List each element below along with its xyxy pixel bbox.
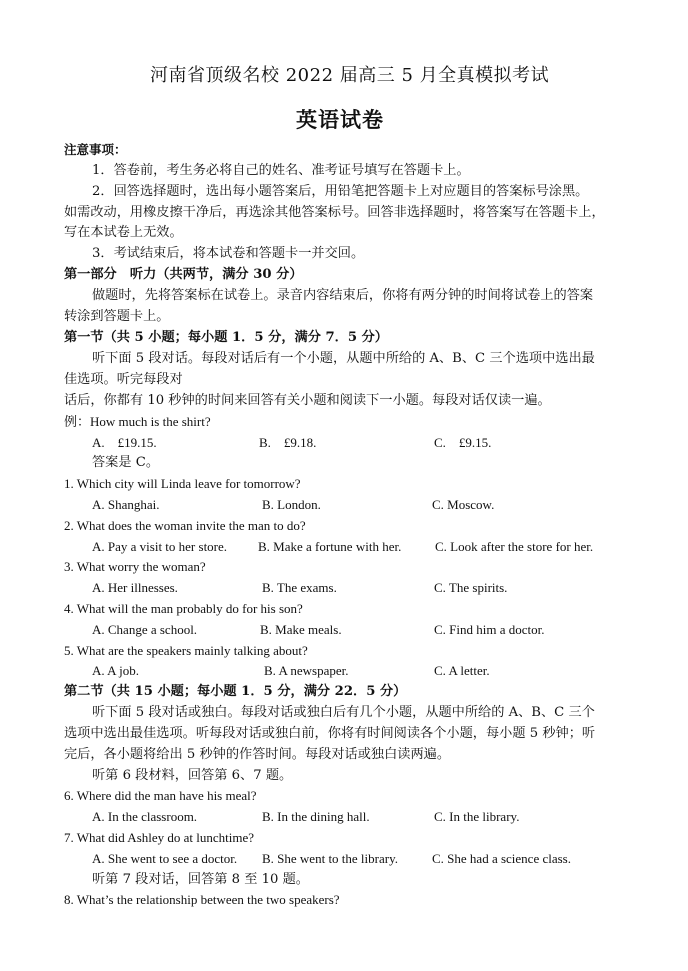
section1-intro-a: 听下面 5 段对话。每段对话后有一个小题，从题中所给的 A、B、C 三个选项中选出最 — [92, 351, 595, 366]
listen-7-instruction: 听第 7 段对话，回答第 8 至 10 题。 — [92, 872, 309, 887]
q5-option-a: A. A job. — [92, 663, 139, 678]
question-4: 4. What will the man probably do for his son? — [64, 601, 303, 616]
note-3: 3．考试结束后，将本试卷和答题卡一并交回。 — [92, 246, 365, 261]
section1-heading: 第一节（共 5 小题；每小题 1．5 分，满分 7．5 分） — [64, 330, 388, 345]
example-option-a: A. £19.15. — [92, 435, 157, 450]
q3-option-b: B. The exams. — [262, 580, 337, 595]
note-2a: 2．回答选择题时，选出每小题答案后，用铅笔把答题卡上对应题目的答案标号涂黑。 — [92, 184, 589, 199]
exam-title: 河南省顶级名校 2022 届高三 5 月全真模拟考试 — [150, 65, 550, 86]
q2-option-c: C. Look after the store for her. — [435, 539, 594, 554]
example-option-b: B. £9.18. — [259, 435, 317, 450]
q6-option-a: A. In the classroom. — [92, 809, 198, 824]
q4-option-b: B. Make meals. — [260, 622, 342, 637]
q3-option-c: C. The spirits. — [434, 580, 508, 595]
q2-option-a: A. Pay a visit to her store. — [92, 539, 228, 554]
part1-intro-b: 转涂到答题卡上。 — [64, 309, 170, 324]
q6-option-c: C. In the library. — [434, 809, 520, 824]
example-answer: 答案是 C。 — [92, 455, 160, 470]
note-2c: 写在本试卷上无效。 — [64, 225, 183, 240]
q7-option-c: C. She had a science class. — [432, 851, 571, 866]
q4-option-c: C. Find him a doctor. — [434, 622, 545, 637]
section1-intro-b: 佳选项。听完每段对 — [64, 372, 183, 387]
section2-intro-c: 完后，各小题将给出 5 秒钟的作答时间。每段对话或独白读两遍。 — [64, 747, 451, 762]
q1-option-c: C. Moscow. — [432, 497, 495, 512]
question-1: 1. Which city will Linda leave for tomorrow? — [64, 476, 301, 491]
question-8: 8. What’s the relationship between the two speakers? — [64, 892, 340, 907]
q4-option-a: A. Change a school. — [92, 622, 198, 637]
q1-option-b: B. London. — [262, 497, 321, 512]
q5-option-c: C. A letter. — [434, 663, 490, 678]
example-option-c: C. £9.15. — [434, 435, 492, 450]
q7-option-a: A. She went to see a doctor. — [92, 851, 238, 866]
question-5: 5. What are the speakers mainly talking about? — [64, 643, 308, 658]
listen-6-instruction: 听第 6 段材料，回答第 6、7 题。 — [92, 768, 293, 783]
section2-intro-a: 听下面 5 段对话或独白。每段对话或独白后有几个小题，从题中所给的 A、B、C 三个 — [92, 705, 595, 720]
question-7: 7. What did Ashley do at lunchtime? — [64, 830, 255, 845]
section2-intro-b: 选项中选出最佳选项。听每段对话或独白前，你将有时间阅读各个小题，每小题 5 秒钟；听 — [64, 726, 596, 741]
q3-option-a: A. Her illnesses. — [92, 580, 178, 595]
q2-option-b: B. Make a fortune with her. — [258, 539, 402, 554]
question-2: 2. What does the woman invite the man to do? — [64, 518, 306, 533]
q7-option-b: B. She went to the library. — [262, 851, 398, 866]
exam-subtitle: 英语试卷 — [296, 107, 384, 132]
question-3: 3. What worry the woman? — [64, 559, 206, 574]
q6-option-b: B. In the dining hall. — [262, 809, 370, 824]
notes-heading: 注意事项： — [64, 142, 127, 157]
section2-heading: 第二节（共 15 小题；每小题 1．5 分，满分 22．5 分） — [64, 684, 407, 699]
note-2b: 如需改动，用橡皮擦干净后，再选涂其他答案标号。回答非选择题时，将答案写在答题卡上， — [64, 205, 605, 220]
part1-intro-a: 做题时，先将答案标在试卷上。录音内容结束后，你将有两分钟的时间将试卷上的答案 — [92, 288, 594, 303]
section1-intro-c: 话后，你都有 10 秒钟的时间来回答有关小题和阅读下一小题。每段对话仅读一遍。 — [64, 393, 551, 408]
q5-option-b: B. A newspaper. — [264, 663, 349, 678]
q1-option-a: A. Shanghai. — [92, 497, 160, 512]
note-1: 1．答卷前，考生务必将自己的姓名、准考证号填写在答题卡上。 — [92, 163, 470, 178]
part1-heading: 第一部分 听力（共两节，满分 30 分） — [64, 267, 303, 282]
question-6: 6. Where did the man have his meal? — [64, 788, 257, 803]
example-question: 例：How much is the shirt? — [64, 414, 211, 429]
